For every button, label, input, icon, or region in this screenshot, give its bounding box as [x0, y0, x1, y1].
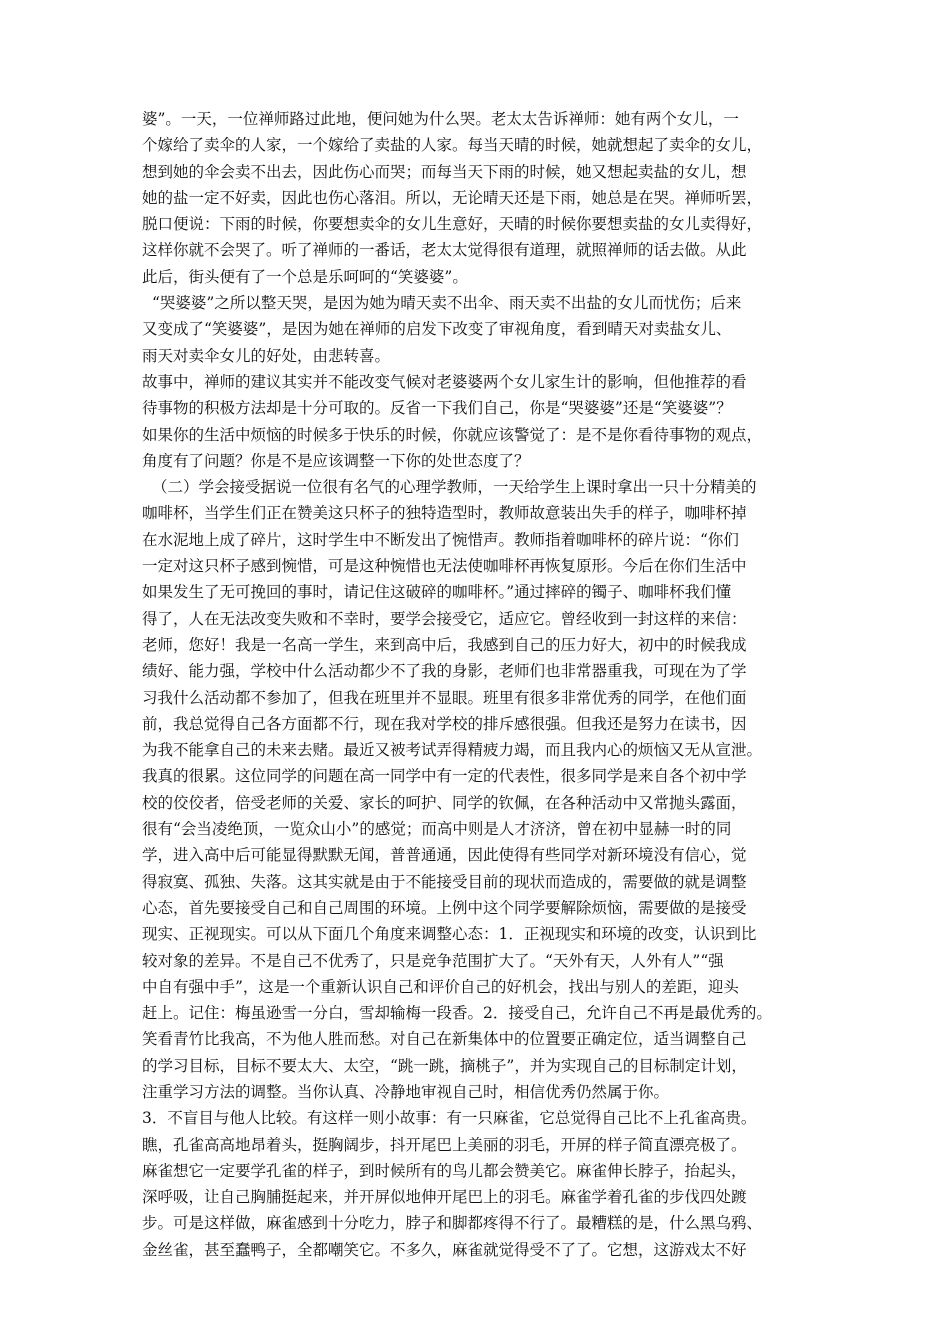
- text-line-38: 注重学习方法的调整。当你认真、冷静地审视自己时，相信优秀仍然属于你。: [142, 1082, 670, 1101]
- text-line-40: 瞧，孔雀高高地昂着头，挺胸阔步，抖开尾巴上美丽的羽毛，开屏的样子简直漂亮极了。: [142, 1135, 747, 1154]
- text-line-22: 绩好、能力强，学校中什么活动都少不了我的身影，老师们也非常器重我，可现在为了学: [142, 662, 747, 681]
- text-line-10: 雨天对卖伞女儿的好处，由悲转喜。: [142, 346, 391, 365]
- text-line-17: 在水泥地上成了碎片，这时学生中不断发出了惋惜声。教师指着咖啡杯的碎片说：“你们: [142, 530, 739, 549]
- text-line-11: 故事中，禅师的建议其实并不能改变气候对老婆婆两个女儿家生计的影响，但他推荐的看: [142, 372, 747, 391]
- text-line-37: 的学习目标，目标不要太大、太空，“跳一跳，摘桃子”，并为实现自己的目标制定计划，: [142, 1056, 747, 1075]
- text-line-27: 校的佼佼者，倍受老师的关爱、家长的呵护、同学的钦佩，在各种活动中又常抛头露面，: [142, 793, 747, 812]
- text-line-26: 我真的很累。这位同学的问题在高一同学中有一定的代表性，很多同学是来自各个初中学: [142, 767, 747, 786]
- text-line-29: 学，进入高中后可能显得默默无闻，普普通通，因此使得有些同学对新环境没有信心，觉: [142, 846, 747, 865]
- document-body: [142, 106, 814, 1263]
- text-line-19: 如果发生了无可挽回的事时，请记住这破碎的咖啡杯。”通过摔碎的镯子、咖啡杯我们懂: [142, 583, 732, 602]
- text-line-14: 角度有了问题？你是不是应该调整一下你的处世态度了？: [142, 451, 530, 470]
- text-line-6: 这样你就不会哭了。听了禅师的一番话，老太太觉得很有道理，就照禅师的话去做。从此: [142, 241, 747, 260]
- text-line-12: 待事物的积极方法却是十分可取的。反省一下我们自己，你是“哭婆婆”还是“笑婆婆”？: [142, 399, 732, 418]
- text-line-13: 如果你的生活中烦恼的时候多于快乐的时候，你就应该警觉了：是不是你看待事物的观点，: [142, 425, 763, 444]
- text-line-9: 又变成了“笑婆婆”，是因为她在禅师的启发下改变了审视角度，看到晴天对卖盐女儿、: [142, 320, 732, 339]
- text-line-21: 老师，您好！我是一名高一学生，来到高中后，我感到自己的压力好大，初中的时候我成: [142, 635, 747, 654]
- text-line-42: 深呼吸，让自己胸脯挺起来，并开屏似地伸开尾巴上的羽毛。麻雀学着孔雀的步伐四处踱: [142, 1188, 747, 1207]
- text-line-15: （二）学会接受据说一位很有名气的心理学教师，一天给学生上课时拿出一只十分精美的: [152, 478, 757, 497]
- text-line-3: 想到她的伞会卖不出去，因此伤心而哭；而每当天下雨的时候，她又想起卖盐的女儿，想: [142, 162, 747, 181]
- text-line-41: 麻雀想它一定要学孔雀的样子，到时候所有的鸟儿都会赞美它。麻雀伸长脖子，抬起头，: [142, 1161, 747, 1180]
- text-line-43: 步。可是这样做，麻雀感到十分吃力，脖子和脚都疼得不行了。最糟糕的是，什么黑乌鸦、: [142, 1214, 763, 1233]
- text-line-36: 笑看青竹比我高，不为他人胜而愁。对自己在新集体中的位置要正确定位，适当调整自己: [142, 1030, 747, 1049]
- text-line-31: 心态，首先要接受自己和自己周围的环境。上例中这个同学要解除烦恼，需要做的是接受: [142, 898, 747, 917]
- text-line-32: 现实、正视现实。可以从下面几个角度来调整心态：1．正视现实和环境的改变，认识到比: [142, 925, 757, 944]
- text-line-1: 婆”。一天，一位禅师路过此地，便问她为什么哭。老太太告诉禅师：她有两个女儿，一: [142, 110, 739, 128]
- text-line-5: 脱口便说：下雨的时候，你要想卖伞的女儿生意好，天晴的时候你要想卖盐的女儿卖得好，: [142, 215, 763, 234]
- text-line-24: 前，我总觉得自己各方面都不行，现在我对学校的排斥感很强。但我还是努力在读书，因: [142, 714, 747, 733]
- text-line-28: 很有“会当凌绝顶，一览众山小”的感觉；而高中则是人才济济，曾在初中显赫一时的同: [142, 820, 732, 839]
- text-line-33: 较对象的差异。不是自己不优秀了，只是竞争范围扩大了。“天外有天，人外有人”“强: [142, 951, 724, 970]
- text-line-23: 习我什么活动都不参加了，但我在班里并不显眼。班里有很多非常优秀的同学，在他们面: [142, 688, 747, 707]
- text-line-20: 得了，人在无法改变失败和不幸时，要学会接受它，适应它。曾经收到一封这样的来信：: [142, 609, 747, 628]
- text-line-2: 个嫁给了卖伞的人家，一个嫁给了卖盐的人家。每当天晴的时候，她就想起了卖伞的女儿，: [142, 136, 763, 155]
- text-line-8: “哭婆婆”之所以整天哭，是因为她为晴天卖不出伞、雨天卖不出盐的女儿而忧伤；后来: [152, 294, 742, 313]
- text-line-30: 得寂寞、孤独、失落。这其实就是由于不能接受目前的现状而造成的，需要做的就是调整: [142, 872, 747, 891]
- text-line-35: 赶上。记住：梅虽逊雪一分白，雪却输梅一段香。2．接受自己，允许自己不再是最优秀的。: [142, 1004, 772, 1023]
- text-line-4: 她的盐一定不好卖，因此也伤心落泪。所以，无论晴天还是下雨，她总是在哭。禅师听罢，: [142, 188, 763, 207]
- text-line-25: 为我不能拿自己的未来去赌。最近又被考试弄得精疲力竭，而且我内心的烦恼又无从宣泄。: [142, 741, 763, 760]
- text-line-34: 中自有强中手”，这是一个重新认识自己和评价自己的好机会，找出与别人的差距，迎头: [142, 977, 739, 996]
- text-line-18: 一定对这只杯子感到惋惜，可是这种惋惜也无法使咖啡杯再恢复原形。今后在你们生活中: [142, 557, 747, 576]
- text-line-39: 3．不盲目与他人比较。有这样一则小故事：有一只麻雀，它总觉得自己比不上孔雀高贵。: [142, 1109, 757, 1128]
- text-line-7: 此后，街头便有了一个总是乐呵呵的“笑婆婆”。: [142, 267, 468, 286]
- text-line-44: 金丝雀，甚至蠢鸭子，全都嘲笑它。不多久，麻雀就觉得受不了了。它想，这游戏太不好: [142, 1240, 747, 1259]
- text-line-16: 咖啡杯，当学生们正在赞美这只杯子的独特造型时，教师故意装出失手的样子，咖啡杯掉: [142, 504, 747, 523]
